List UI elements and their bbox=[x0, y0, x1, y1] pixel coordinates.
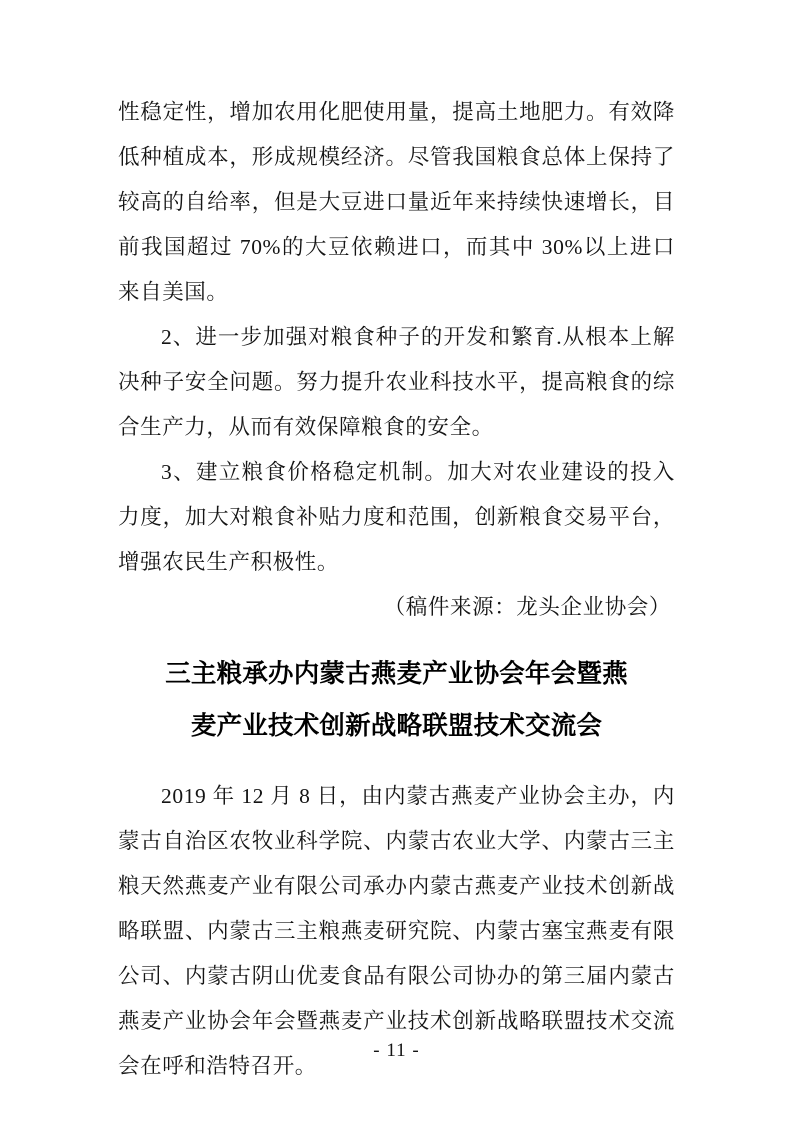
paragraph-item-2: 2、进一步加强对粮食种子的开发和繁育.从根本上解决种子安全问题。努力提升农业科技水平，提高粮食的综合生产力，从而有效保障粮食的安全。 bbox=[118, 325, 675, 439]
paragraph-item-3: 3、建立粮食价格稳定机制。加大对农业建设的投入力度，加大对粮食补贴力度和范围，创新粮食交易平台，增强农民生产积极性。 bbox=[118, 460, 675, 574]
title-body-spacer bbox=[118, 758, 675, 774]
paragraph-continuation: 性稳定性，增加农用化肥使用量，提高土地肥力。有效降低种植成本，形成规模经济。尽管我国粮食总体上保持了较高的自给率，但是大豆进口量近年来持续快速增长，目前我国超过 70%的大豆依赖进口，而其中 30%以上进口来自美国。 bbox=[118, 100, 675, 304]
article-paragraph-1: 2019 年 12 月 8 日，由内蒙古燕麦产业协会主办，内蒙古自治区农牧业科学院、内蒙古农业大学、内蒙古三主粮天然燕麦产业有限公司承办内蒙古燕麦产业技术创新战略联盟、内蒙古三主粮燕麦研究院、内蒙古塞宝燕麦有限公司、内蒙古阴山优麦食品有限公司协办的第三届内蒙古燕麦产业协会年会暨燕麦产业技术创新战略联盟技术交流会在呼和浩特召开。 bbox=[118, 784, 675, 1078]
source-note: （稿件来源：龙头企业协会） bbox=[383, 595, 671, 619]
document-body bbox=[118, 90, 675, 630]
page-number: - 11 - bbox=[373, 1040, 420, 1061]
article-title-line-1: 三主粮承办内蒙古燕麦产业协会年会暨燕 bbox=[165, 659, 628, 689]
article-title bbox=[118, 648, 675, 752]
article-title-line-2: 麦产业技术创新战略联盟技术交流会 bbox=[190, 711, 603, 741]
